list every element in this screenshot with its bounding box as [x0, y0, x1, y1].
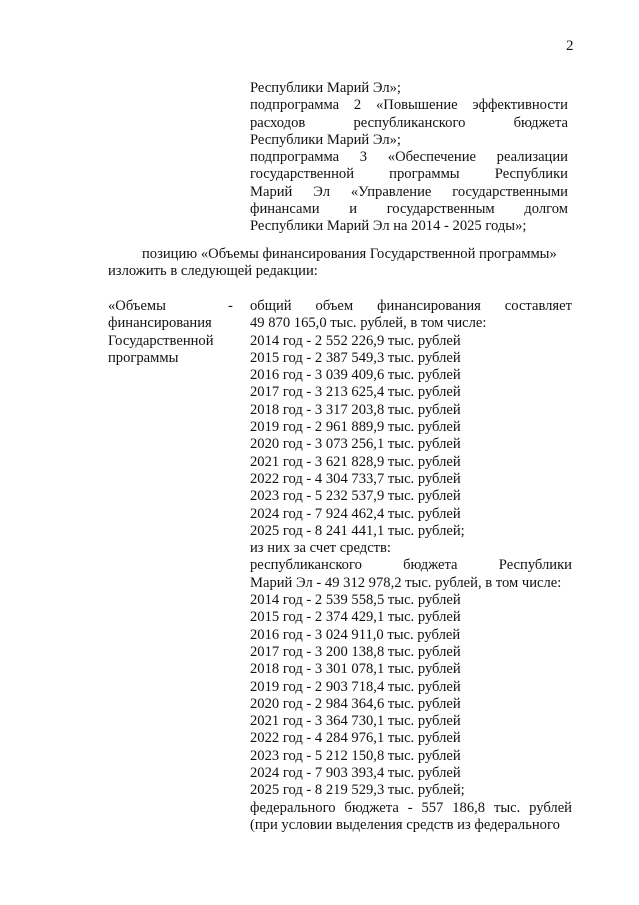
instruction-paragraph [108, 246, 578, 281]
value-line: 2014 год - 2 539 558,5 тыс. рублей [250, 592, 461, 609]
value-line: 2017 год - 3 200 138,8 тыс. рублей [250, 643, 461, 660]
value-line: 2017 год - 3 213 625,4 тыс. рублей [250, 384, 461, 401]
text-line: Республики Марий Эл на 2014 - 2025 годы»; [250, 218, 527, 235]
value-line: 2023 год - 5 212 150,8 тыс. рублей [250, 747, 461, 764]
text-line: подпрограмма 2 «Повышение эффективности [250, 97, 568, 114]
label-line: программы [108, 349, 179, 366]
label-line: «Объемы [108, 298, 166, 314]
text-line: государственной программы Республики [250, 166, 568, 183]
value-line: 2022 год - 4 284 976,1 тыс. рублей [250, 730, 461, 747]
value-line: общий объем финансирования составляет [250, 298, 572, 314]
text-line: финансами и государственным долгом [250, 201, 568, 218]
value-line: 2016 год - 3 039 409,6 тыс. рублей [250, 367, 461, 384]
text-line: Марий Эл «Управление государственными [250, 183, 568, 200]
value-line: 2020 год - 3 073 256,1 тыс. рублей [250, 436, 461, 453]
value-line: 2024 год - 7 924 462,4 тыс. рублей [250, 505, 461, 522]
value-line: 2018 год - 3 301 078,1 тыс. рублей [250, 661, 461, 678]
value-line: 2025 год - 8 219 529,3 тыс. рублей; [250, 782, 465, 799]
value-line: республиканского бюджета Республики [250, 557, 572, 574]
page-number: 2 [566, 38, 574, 54]
value-line: 49 870 165,0 тыс. рублей, в том числе: [250, 315, 487, 332]
value-line: 2014 год - 2 552 226,9 тыс. рублей [250, 332, 461, 349]
row-dash: - [228, 298, 233, 314]
value-line: 2016 год - 3 024 911,0 тыс. рублей [250, 626, 461, 643]
value-line: 2019 год - 2 961 889,9 тыс. рублей [250, 419, 461, 436]
value-line: 2020 год - 2 984 364,6 тыс. рублей [250, 695, 461, 712]
value-line: 2018 год - 3 317 203,8 тыс. рублей [250, 401, 461, 418]
value-line: (при условии выделения средств из федерального [250, 816, 560, 833]
row-value [250, 298, 572, 834]
row-label [108, 298, 223, 367]
value-line: 2022 год - 4 304 733,7 тыс. рублей [250, 470, 461, 487]
paragraph-line: позицию «Объемы финансирования Государственной программы» [142, 246, 557, 262]
value-line: 2015 год - 2 387 549,3 тыс. рублей [250, 349, 461, 366]
text-line: подпрограмма 3 «Обеспечение реализации [250, 149, 568, 166]
value-line: из них за счет средств: [250, 540, 391, 557]
paragraph-line: изложить в следующей редакции: [108, 263, 318, 280]
value-line: 2021 год - 3 364 730,1 тыс. рублей [250, 713, 461, 730]
subprogram-list [250, 80, 568, 236]
label-line: финансирования [108, 315, 212, 332]
value-line: 2024 год - 7 903 393,4 тыс. рублей [250, 765, 461, 782]
value-line: 2021 год - 3 621 828,9 тыс. рублей [250, 453, 461, 470]
value-line: федерального бюджета - 557 186,8 тыс. рублей [250, 799, 572, 816]
text-line: Республики Марий Эл»; [250, 80, 401, 96]
text-line: Республики Марий Эл»; [250, 131, 401, 148]
label-line: Государственной [108, 332, 214, 349]
value-line: 2019 год - 2 903 718,4 тыс. рублей [250, 678, 461, 695]
value-line: 2023 год - 5 232 537,9 тыс. рублей [250, 488, 461, 505]
value-line: Марий Эл - 49 312 978,2 тыс. рублей, в том числе: [250, 574, 562, 591]
text-line: расходов республиканского бюджета [250, 114, 568, 131]
value-line: 2025 год - 8 241 441,1 тыс. рублей; [250, 522, 465, 539]
value-line: 2015 год - 2 374 429,1 тыс. рублей [250, 609, 461, 626]
